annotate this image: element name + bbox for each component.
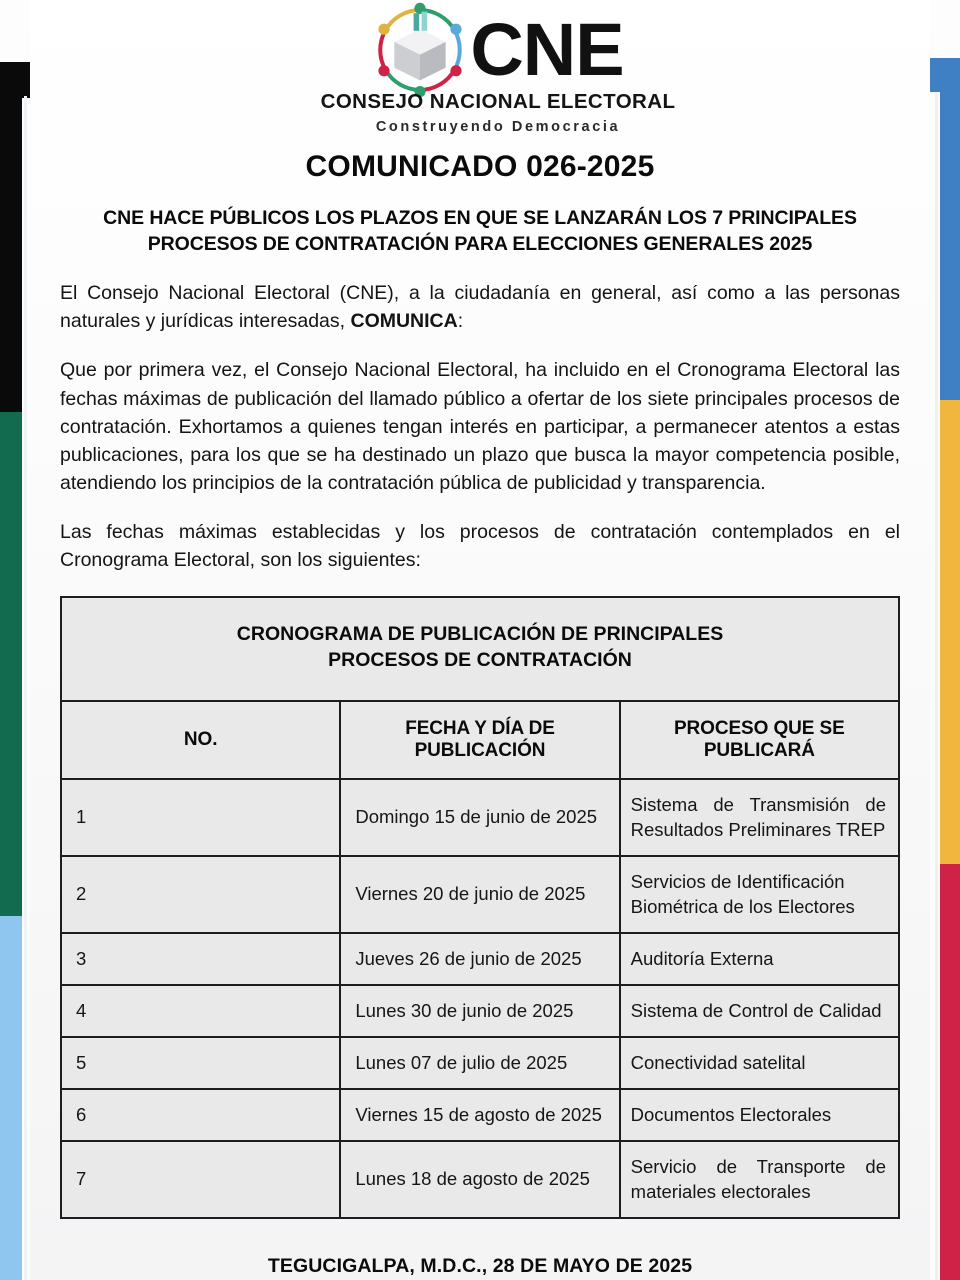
comunica-keyword: COMUNICA <box>350 310 458 333</box>
table-title-line-1: CRONOGRAMA DE PUBLICACIÓN DE PRINCIPALES <box>236 623 724 646</box>
cell-date: Lunes 30 de junio de 2025 <box>340 985 619 1037</box>
decor-right-hairline <box>935 92 938 1280</box>
cell-no: 3 <box>61 933 340 985</box>
table-row <box>61 985 899 1037</box>
decor-left-blue-band <box>0 916 22 1280</box>
cell-no: 4 <box>61 985 340 1037</box>
cell-date: Viernes 15 de agosto de 2025 <box>340 1089 619 1141</box>
cell-process: Sistema de Transmisión de Resultados Preliminares TREP <box>620 779 899 856</box>
table-row <box>61 1141 899 1218</box>
table-title-cell <box>61 597 899 700</box>
column-header-no: NO. <box>61 701 340 779</box>
paragraph-fechas: Las fechas máximas establecidas y los procesos de contratación contemplados en el Cronograma Electoral, son los siguientes: <box>60 520 900 571</box>
paragraph-comunica-text: El Consejo Nacional Electoral (CNE), a la ciudadanía en general, así como a las personas naturales y jurídicas interesadas, <box>60 281 900 333</box>
decor-left-green-band <box>0 412 22 924</box>
cell-no: 5 <box>61 1037 340 1089</box>
cell-date: Domingo 15 de junio de 2025 <box>340 779 619 856</box>
decor-left-black-vertical <box>0 62 22 424</box>
table-row <box>61 856 899 933</box>
subtitle-line-2: PROCESOS DE CONTRATACIÓN PARA ELECCIONES GENERALES 2025 <box>147 232 813 255</box>
cell-process: Conectividad satelital <box>620 1037 899 1089</box>
cell-no: 2 <box>61 856 340 933</box>
cne-logo <box>58 0 902 140</box>
cell-process: Servicios de Identificación Biométrica de los Electores <box>620 856 899 933</box>
cell-process: Servicio de Transporte de materiales electorales <box>620 1141 899 1218</box>
comunicado-subtitle <box>58 206 902 258</box>
table-row <box>61 1089 899 1141</box>
logo-tagline: Construyendo Democracia <box>375 119 621 135</box>
cell-date: Jueves 26 de junio de 2025 <box>340 933 619 985</box>
column-header-process: PROCESO QUE SE PUBLICARÁ <box>620 701 899 779</box>
cell-date: Viernes 20 de junio de 2025 <box>340 856 619 933</box>
paragraph-comunica <box>58 279 902 336</box>
dateline: TEGUCIGALPA, M.D.C., 28 DE MAYO DE 2025 <box>267 1254 693 1277</box>
decor-left-hairline <box>24 96 27 1280</box>
cell-process: Documentos Electorales <box>620 1089 899 1141</box>
column-header-date: FECHA Y DÍA DE PUBLICACIÓN <box>340 701 619 779</box>
cell-date: Lunes 07 de julio de 2025 <box>340 1037 619 1089</box>
schedule-table-body <box>61 779 899 1218</box>
decor-right-blue-vertical <box>940 58 960 406</box>
decor-right-red-band <box>940 864 960 1280</box>
comunicado-title: COMUNICADO 026-2025 <box>305 150 655 183</box>
schedule-table <box>60 596 900 1219</box>
paragraph-comunica-colon: : <box>457 310 464 333</box>
cell-no: 6 <box>61 1089 340 1141</box>
logo-acronym: CNE <box>470 7 624 91</box>
subtitle-line-1: CNE HACE PÚBLICOS LOS PLAZOS EN QUE SE LANZARÁN LOS 7 PRINCIPALES <box>103 207 857 229</box>
cell-no: 7 <box>61 1141 340 1218</box>
table-title-row <box>61 597 899 700</box>
logo-institution-name: CONSEJO NACIONAL ELECTORAL <box>320 90 676 113</box>
decor-right-orange-band <box>940 400 960 870</box>
table-row <box>61 933 899 985</box>
schedule-table-wrapper <box>58 596 902 1219</box>
cell-process: Auditoría Externa <box>620 933 899 985</box>
ballot-box-with-people-circle-icon <box>372 2 468 98</box>
table-row <box>61 1037 899 1089</box>
paragraph-cronograma: Que por primera vez, el Consejo Nacional Electoral, ha incluido en el Cronograma Electoral las fechas máximas de publicación del llamado público a ofertar de los siete principales procesos de contratación. Exhortamos a quienes tengan interés en participar, a permanecer atentos a estas publicaciones, para los que se ha destinado un plazo que busca la mayor competencia posible, atendiendo los principios de la contratación pública de publicidad y transparencia. <box>60 359 900 495</box>
table-header-row <box>61 701 899 779</box>
document-sheet <box>30 0 930 1280</box>
table-title-line-2: PROCESOS DE CONTRATACIÓN <box>328 648 632 671</box>
cell-date: Lunes 18 de agosto de 2025 <box>340 1141 619 1218</box>
cell-process: Sistema de Control de Calidad <box>620 985 899 1037</box>
table-row <box>61 779 899 856</box>
cell-no: 1 <box>61 779 340 856</box>
